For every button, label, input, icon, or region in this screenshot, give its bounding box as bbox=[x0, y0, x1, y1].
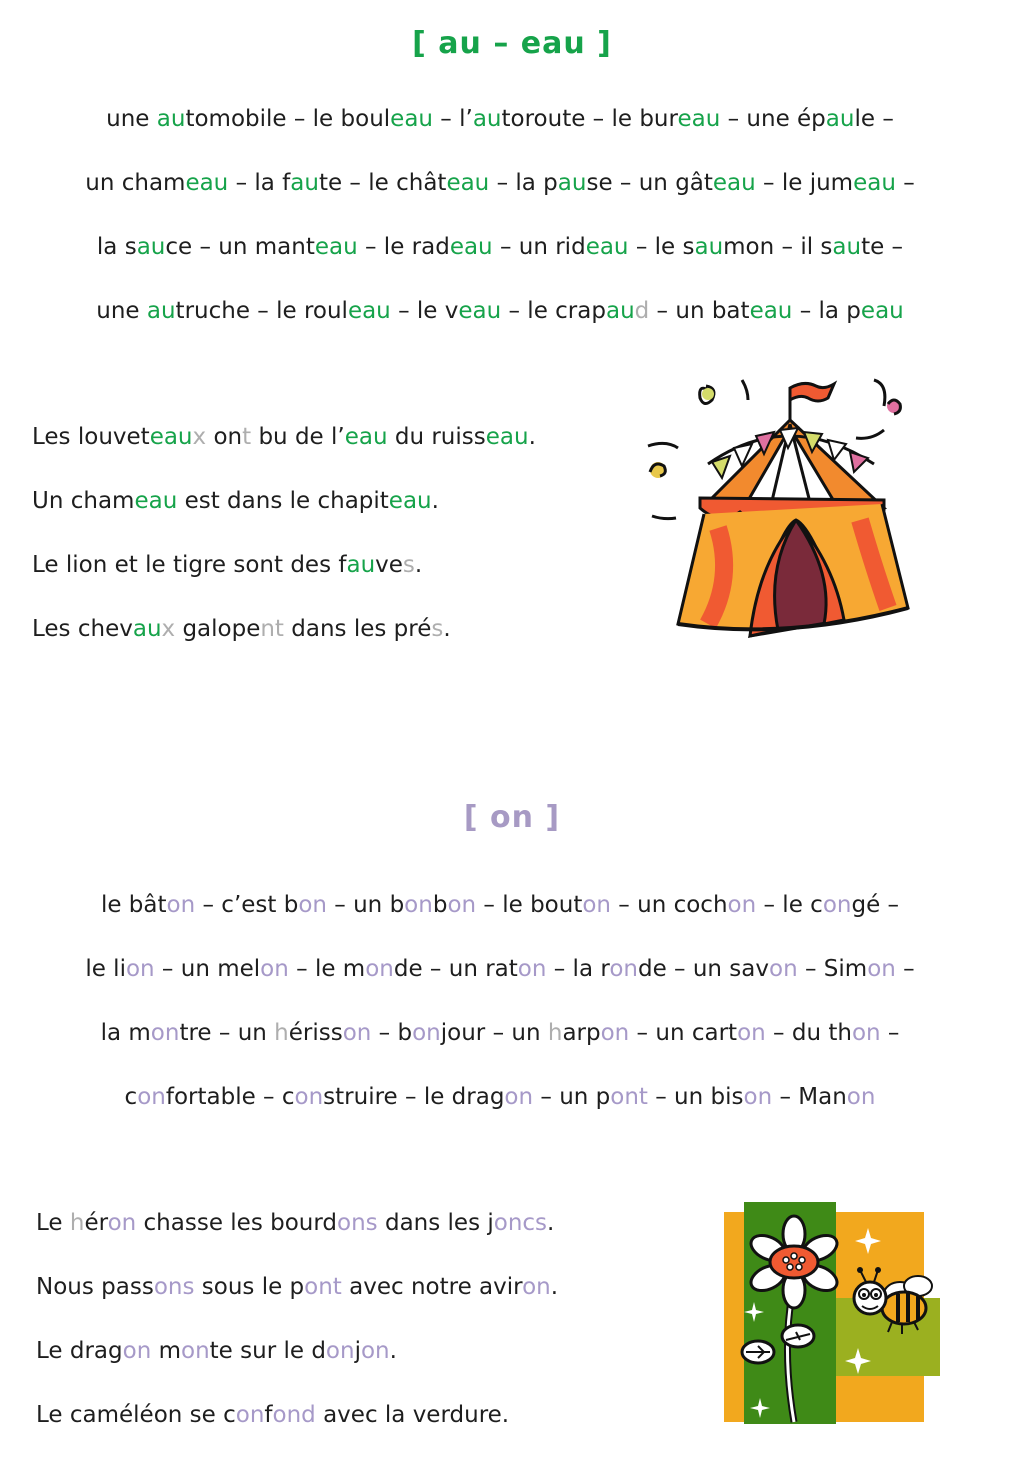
highlighted-sound-segment: on bbox=[294, 1084, 324, 1110]
text-segment: dans les j bbox=[377, 1210, 494, 1236]
text-segment: se – un gât bbox=[586, 170, 713, 196]
text-segment: une bbox=[106, 106, 157, 132]
highlighted-sound-segment: eau bbox=[449, 234, 493, 260]
text-segment: Les chev bbox=[32, 616, 133, 642]
text-segment: – le c bbox=[756, 892, 823, 918]
highlighted-sound-segment: on bbox=[743, 1084, 773, 1110]
text-segment: – b bbox=[371, 1020, 413, 1046]
highlighted-sound-segment: au bbox=[825, 106, 855, 132]
highlighted-sound-segment: au bbox=[605, 298, 635, 324]
highlighted-sound-segment: on bbox=[522, 1274, 551, 1300]
sentence-au-4 bbox=[32, 616, 451, 642]
highlighted-sound-segment: on bbox=[582, 892, 611, 918]
highlighted-sound-segment: eau bbox=[458, 298, 502, 324]
highlighted-sound-segment: ond bbox=[272, 1402, 316, 1428]
highlighted-sound-segment: eau bbox=[347, 298, 391, 324]
highlighted-sound-segment: eau bbox=[314, 234, 358, 260]
text-segment: Un cham bbox=[32, 488, 135, 514]
highlighted-sound-segment: eau bbox=[344, 424, 388, 450]
text-segment: – la p bbox=[489, 170, 558, 196]
text-segment: mon – il s bbox=[723, 234, 833, 260]
text-segment: Le drag bbox=[36, 1338, 123, 1364]
text-segment: . bbox=[443, 616, 451, 642]
word-line-on-3 bbox=[0, 1020, 1000, 1046]
text-segment: sous le p bbox=[194, 1274, 305, 1300]
text-segment: te – bbox=[861, 234, 904, 260]
text-segment: le – bbox=[854, 106, 894, 132]
text-segment: la m bbox=[100, 1020, 151, 1046]
highlighted-sound-segment: on bbox=[150, 1020, 180, 1046]
highlighted-sound-segment: on bbox=[609, 956, 638, 982]
sentence-on-4 bbox=[36, 1402, 509, 1428]
highlighted-sound-segment: on bbox=[235, 1402, 265, 1428]
highlighted-sound-segment: eau bbox=[390, 106, 433, 132]
word-line-au-4 bbox=[0, 298, 1000, 324]
highlighted-sound-segment: s bbox=[402, 552, 415, 578]
highlighted-sound-segment: au bbox=[132, 616, 162, 642]
highlighted-sound-segment: eau bbox=[712, 170, 756, 196]
text-segment: – un rid bbox=[492, 234, 586, 260]
text-segment: . bbox=[547, 1210, 555, 1236]
highlighted-sound-segment: on bbox=[822, 892, 852, 918]
text-segment: – un mel bbox=[154, 956, 261, 982]
text-segment: – un bat bbox=[649, 298, 750, 324]
text-segment: . bbox=[389, 1338, 397, 1364]
highlighted-sound-segment: x bbox=[192, 424, 207, 450]
highlighted-sound-segment: on bbox=[137, 1084, 166, 1110]
highlighted-sound-segment: eau bbox=[749, 298, 793, 324]
title-on: [ on ] bbox=[463, 800, 561, 835]
text-segment: fortable – c bbox=[165, 1084, 295, 1110]
text-segment: – un cart bbox=[629, 1020, 738, 1046]
text-segment: jour – un bbox=[440, 1020, 548, 1046]
highlighted-sound-segment: h bbox=[547, 1020, 563, 1046]
highlighted-sound-segment: eau bbox=[149, 424, 193, 450]
text-segment: . bbox=[550, 1274, 559, 1300]
highlighted-sound-segment: nt bbox=[260, 616, 284, 642]
highlighted-sound-segment: on bbox=[298, 892, 327, 918]
text-segment: m bbox=[151, 1338, 181, 1364]
text-segment: la s bbox=[96, 234, 137, 260]
text-segment: ériss bbox=[288, 1020, 343, 1046]
highlighted-sound-segment: ont bbox=[304, 1274, 342, 1300]
text-segment: Les louvet bbox=[32, 424, 150, 450]
text-segment: Le bbox=[36, 1210, 70, 1236]
word-line-on-2 bbox=[0, 956, 1000, 982]
text-segment: struire – le drag bbox=[323, 1084, 505, 1110]
highlighted-sound-segment: au bbox=[694, 234, 724, 260]
highlighted-sound-segment: on bbox=[447, 892, 477, 918]
text-segment: – le bout bbox=[476, 892, 583, 918]
text-segment: tomobile – le boul bbox=[185, 106, 391, 132]
text-segment: – le v bbox=[390, 298, 459, 324]
text-segment: – le rad bbox=[357, 234, 450, 260]
text-segment: le li bbox=[85, 956, 126, 982]
highlighted-sound-segment: au bbox=[290, 170, 319, 196]
highlighted-sound-segment: oncs bbox=[493, 1210, 548, 1236]
highlighted-sound-segment: au bbox=[557, 170, 587, 196]
text-segment: dans les pré bbox=[283, 616, 432, 642]
highlighted-sound-segment: on bbox=[517, 956, 547, 982]
text-segment: Le caméléon bbox=[36, 1402, 183, 1428]
text-segment: ce – un mant bbox=[165, 234, 315, 260]
text-segment: bu de l’ bbox=[251, 424, 345, 450]
highlighted-sound-segment: au bbox=[146, 298, 176, 324]
text-segment: . bbox=[528, 424, 536, 450]
highlighted-sound-segment: au bbox=[156, 106, 186, 132]
highlighted-sound-segment: on bbox=[107, 1210, 137, 1236]
text-segment: une bbox=[96, 298, 147, 324]
text-segment: ér bbox=[84, 1210, 108, 1236]
word-line-on-4 bbox=[0, 1084, 1000, 1110]
text-segment: Nous pass bbox=[36, 1274, 154, 1300]
highlighted-sound-segment: x bbox=[161, 616, 176, 642]
highlighted-sound-segment: on bbox=[365, 956, 394, 982]
highlighted-sound-segment: au bbox=[472, 106, 502, 132]
highlighted-sound-segment: ont bbox=[610, 1084, 648, 1110]
text-segment: b bbox=[432, 892, 448, 918]
highlighted-sound-segment: eau bbox=[585, 234, 629, 260]
text-segment: – la p bbox=[792, 298, 861, 324]
text-segment: Le lion et le tigre sont des f bbox=[32, 552, 347, 578]
highlighted-sound-segment: au bbox=[832, 234, 862, 260]
text-segment: – du th bbox=[765, 1020, 852, 1046]
text-segment: – le jum bbox=[755, 170, 854, 196]
word-line-on-1 bbox=[0, 892, 1000, 918]
text-segment: – une ép bbox=[720, 106, 826, 132]
sentence-au-2 bbox=[32, 488, 439, 514]
text-segment: est dans le chapit bbox=[177, 488, 389, 514]
text-segment: de – un sav bbox=[637, 956, 769, 982]
highlighted-sound-segment: on bbox=[600, 1020, 630, 1046]
highlighted-sound-segment: eau bbox=[860, 298, 904, 324]
highlighted-sound-segment: au bbox=[346, 552, 376, 578]
text-segment: – un p bbox=[533, 1084, 611, 1110]
text-segment: – c’est b bbox=[195, 892, 299, 918]
text-segment: se c bbox=[182, 1402, 236, 1428]
sentence-on-3 bbox=[36, 1338, 397, 1364]
text-segment: – le m bbox=[288, 956, 366, 982]
text-segment: – un bis bbox=[647, 1084, 744, 1110]
text-segment: – bbox=[880, 1020, 900, 1046]
highlighted-sound-segment: au bbox=[136, 234, 166, 260]
highlighted-sound-segment: on bbox=[260, 956, 289, 982]
highlighted-sound-segment: on bbox=[851, 1020, 881, 1046]
flower-and-bee-illustration bbox=[722, 1202, 944, 1426]
highlighted-sound-segment: on bbox=[404, 892, 433, 918]
highlighted-sound-segment: on bbox=[769, 956, 798, 982]
text-segment: ve bbox=[375, 552, 403, 578]
highlighted-sound-segment: eau bbox=[853, 170, 896, 196]
text-segment: – l’ bbox=[433, 106, 473, 132]
circus-tent-illustration bbox=[638, 368, 918, 640]
text-segment: toroute – le bur bbox=[501, 106, 678, 132]
text-segment: un cham bbox=[85, 170, 186, 196]
highlighted-sound-segment: on bbox=[867, 956, 896, 982]
text-segment: . bbox=[431, 488, 439, 514]
text-segment: on bbox=[206, 424, 243, 450]
highlighted-sound-segment: on bbox=[737, 1020, 766, 1046]
highlighted-sound-segment: on bbox=[412, 1020, 441, 1046]
text-segment: arp bbox=[562, 1020, 601, 1046]
word-line-au-1 bbox=[0, 106, 1000, 132]
highlighted-sound-segment: on bbox=[325, 1338, 355, 1364]
text-segment: te – le chât bbox=[318, 170, 447, 196]
text-segment: – un coch bbox=[611, 892, 728, 918]
highlighted-sound-segment: on bbox=[846, 1084, 876, 1110]
highlighted-sound-segment: ons bbox=[337, 1210, 378, 1236]
text-segment: chasse les bourd bbox=[136, 1210, 338, 1236]
highlighted-sound-segment: on bbox=[342, 1020, 372, 1046]
highlighted-sound-segment: on bbox=[727, 892, 757, 918]
text-segment: c bbox=[124, 1084, 138, 1110]
highlighted-sound-segment: on bbox=[360, 1338, 390, 1364]
highlighted-sound-segment: eau bbox=[677, 106, 721, 132]
highlighted-sound-segment: d bbox=[634, 298, 650, 324]
text-segment: – bbox=[895, 170, 915, 196]
highlighted-sound-segment: eau bbox=[185, 170, 229, 196]
text-segment: – un b bbox=[326, 892, 405, 918]
highlighted-sound-segment: ons bbox=[153, 1274, 195, 1300]
text-segment: – le crap bbox=[501, 298, 606, 324]
text-segment: – le s bbox=[628, 234, 695, 260]
sentence-on-2 bbox=[36, 1274, 558, 1300]
highlighted-sound-segment: h bbox=[69, 1210, 85, 1236]
text-segment: du ruiss bbox=[387, 424, 486, 450]
text-segment: avec la verdure. bbox=[315, 1402, 510, 1428]
text-segment: – la f bbox=[228, 170, 291, 196]
text-segment: gé – bbox=[851, 892, 900, 918]
text-segment: – Sim bbox=[797, 956, 868, 982]
text-segment: truche – le roul bbox=[175, 298, 348, 324]
highlighted-sound-segment: eau bbox=[134, 488, 178, 514]
text-segment: f bbox=[264, 1402, 273, 1428]
text-segment: . bbox=[414, 552, 423, 578]
highlighted-sound-segment: s bbox=[431, 616, 444, 642]
text-segment: de – un rat bbox=[393, 956, 518, 982]
text-segment: – bbox=[895, 956, 915, 982]
sentence-au-1 bbox=[32, 424, 536, 450]
highlighted-sound-segment: on bbox=[181, 1338, 210, 1364]
text-segment: tre – un bbox=[179, 1020, 275, 1046]
word-line-au-3 bbox=[0, 234, 1000, 260]
highlighted-sound-segment: on bbox=[504, 1084, 534, 1110]
highlighted-sound-segment: eau bbox=[485, 424, 529, 450]
sentence-au-3 bbox=[32, 552, 422, 578]
text-segment: j bbox=[354, 1338, 361, 1364]
text-segment: – Man bbox=[772, 1084, 847, 1110]
text-segment: galope bbox=[175, 616, 261, 642]
word-line-au-2 bbox=[0, 170, 1000, 196]
title-au-eau: [ au – eau ] bbox=[412, 26, 612, 61]
highlighted-sound-segment: on bbox=[125, 956, 155, 982]
highlighted-sound-segment: h bbox=[274, 1020, 289, 1046]
highlighted-sound-segment: eau bbox=[388, 488, 432, 514]
highlighted-sound-segment: t bbox=[242, 424, 252, 450]
text-segment: te sur le d bbox=[209, 1338, 326, 1364]
sentence-on-1 bbox=[36, 1210, 554, 1236]
highlighted-sound-segment: eau bbox=[446, 170, 490, 196]
text-segment: avec notre avir bbox=[341, 1274, 523, 1300]
highlighted-sound-segment: on bbox=[122, 1338, 152, 1364]
text-segment: le bât bbox=[100, 892, 167, 918]
highlighted-sound-segment: on bbox=[166, 892, 196, 918]
text-segment: – la r bbox=[546, 956, 610, 982]
